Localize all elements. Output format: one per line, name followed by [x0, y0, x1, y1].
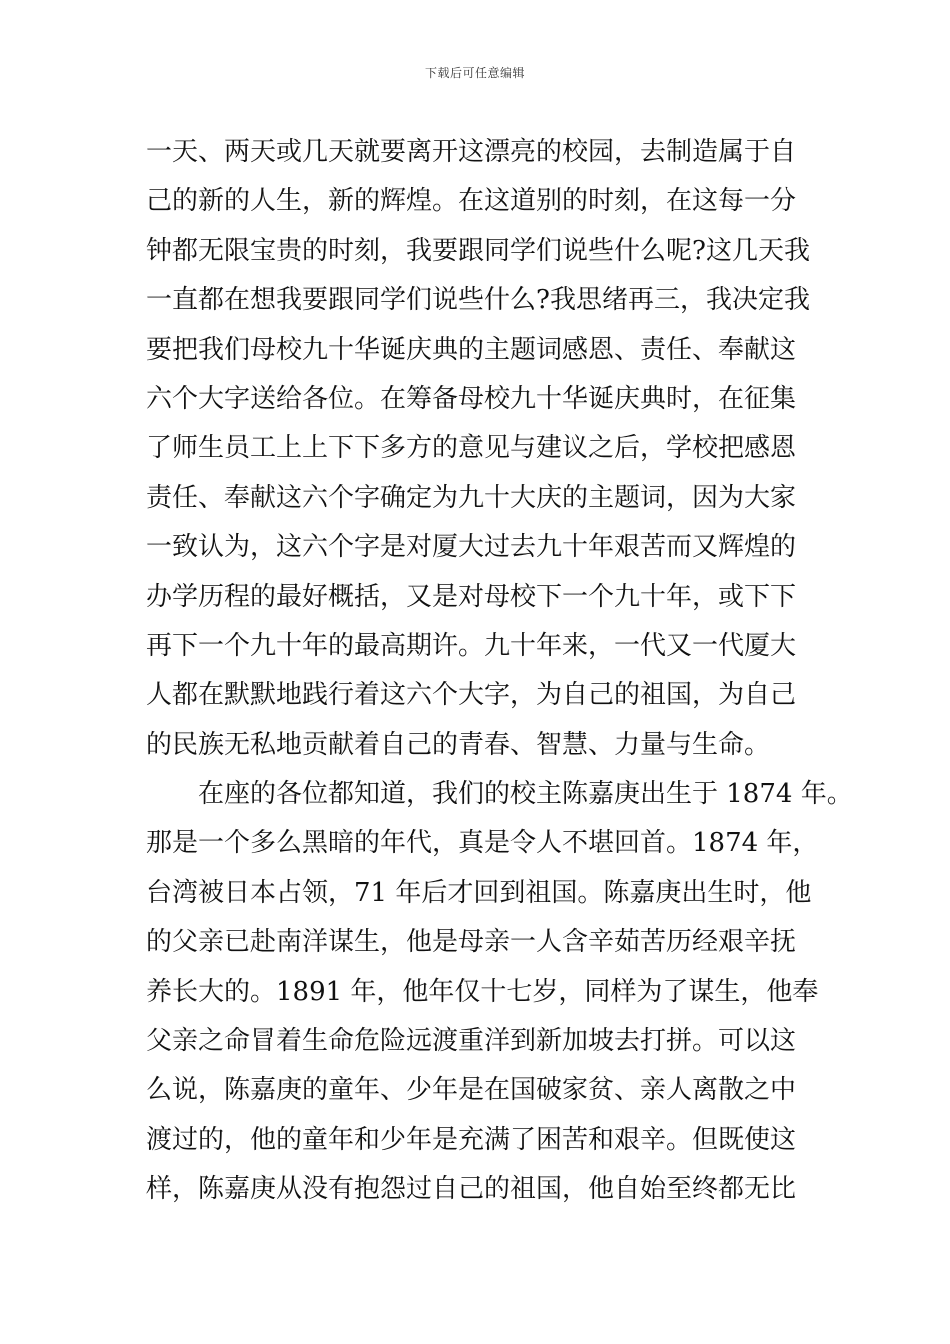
text-line: 责任、奉献这六个字确定为九十大庆的主题词，因为大家	[146, 482, 797, 513]
text-line: 再下一个九十年的最高期许。九十年来，一代又一代厦大	[146, 630, 797, 661]
text-line: 一致认为，这六个字是对厦大过去九十年艰苦而又辉煌的	[146, 532, 797, 563]
text-line: 样，陈嘉庚从没有抱怨过自己的祖国，他自始至终都无比	[146, 1174, 797, 1205]
text-line: 父亲之命冒着生命危险远渡重洋到新加坡去打拼。可以这	[146, 1026, 797, 1057]
text-line: 台湾被日本占领，71 年后才回到祖国。陈嘉庚出生时，他	[146, 877, 812, 908]
text-line: 一天、两天或几天就要离开这漂亮的校园，去制造属于自	[146, 137, 797, 167]
text-line: 人都在默默地践行着这六个大字，为自己的祖国，为自己	[146, 680, 797, 711]
text-line: 要把我们母校九十华诞庆典的主题词感恩、责任、奉献这	[146, 334, 797, 365]
text-line: 一直都在想我要跟同学们说些什么?我思绪再三，我决定我	[146, 285, 810, 316]
text-line: 养长大的。1891 年，他年仅十七岁，同样为了谋生，他奉	[146, 976, 819, 1007]
text-line: 渡过的，他的童年和少年是充满了困苦和艰辛。但既使这	[146, 1124, 797, 1155]
text-line: 钟都无限宝贵的时刻，我要跟同学们说些什么呢?这几天我	[146, 235, 810, 266]
text-line: 办学历程的最好概括，又是对母校下一个九十年，或下下	[146, 581, 797, 612]
text-line: 的民族无私地贡献着自己的青春、智慧、力量与生命。	[146, 729, 771, 760]
text-line: 六个大字送给各位。在筹备母校九十华诞庆典时，在征集	[146, 383, 797, 414]
text-line: 的父亲已赴南洋谋生，他是母亲一人含辛茹苦历经艰辛抚	[146, 927, 797, 958]
text-line: 己的新的人生，新的辉煌。在这道别的时刻，在这每一分	[146, 186, 797, 217]
body-text	[146, 128, 853, 1215]
text-line: 了师生员工上上下下多方的意见与建议之后，学校把感恩	[146, 433, 797, 464]
page-header: 下载后可任意编辑	[424, 66, 525, 80]
text-line: 么说，陈嘉庚的童年、少年是在国破家贫、亲人离散之中	[146, 1075, 797, 1106]
text-line: 那是一个多么黑暗的年代，真是令人不堪回首。1874 年，	[146, 828, 819, 859]
paragraph-first-line: 在座的各位都知道，我们的校主陈嘉庚出生于 1874 年。	[198, 779, 853, 810]
